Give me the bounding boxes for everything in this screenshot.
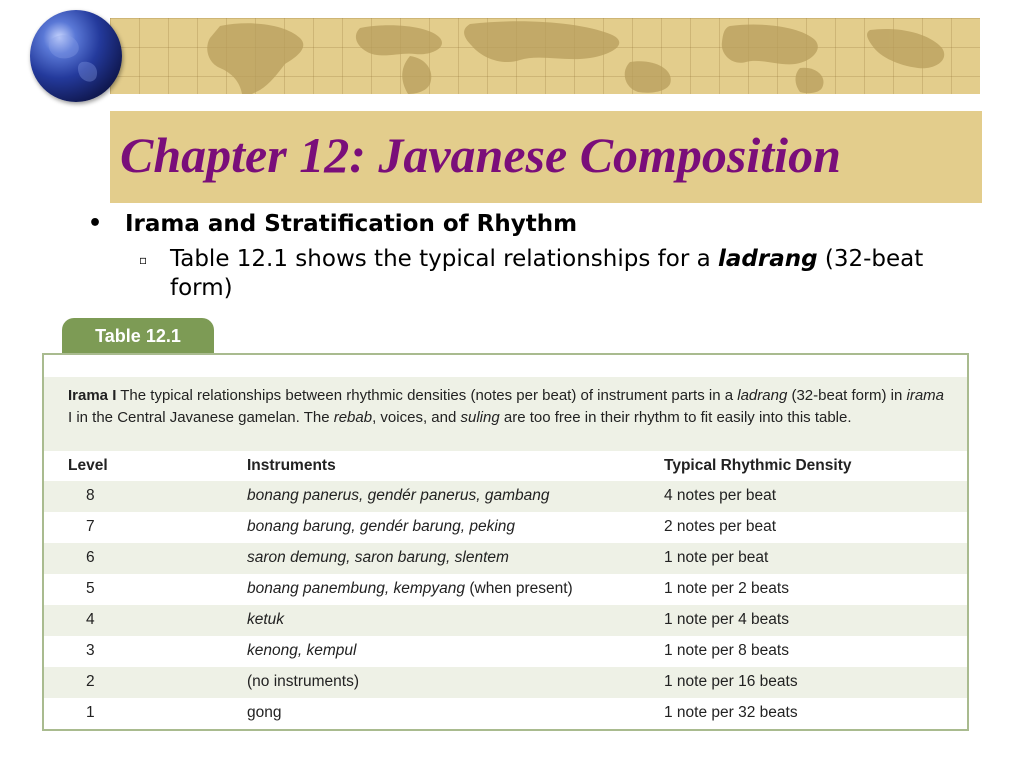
cell-level: 7 xyxy=(86,518,95,535)
cell-level: 4 xyxy=(86,611,95,628)
table-row xyxy=(44,481,967,512)
bullet-dot-icon: • xyxy=(88,211,103,236)
cell-density: 1 note per 32 beats xyxy=(664,704,798,721)
cell-density: 1 note per beat xyxy=(664,549,769,566)
caption-term: suling xyxy=(460,409,500,426)
sub-bullet-emphasis: ladrang xyxy=(718,246,818,272)
header-density: Typical Rhythmic Density xyxy=(664,457,852,474)
cell-density: 1 note per 8 beats xyxy=(664,642,789,659)
cell-instruments xyxy=(247,704,281,722)
globe-icon xyxy=(30,10,122,102)
table-caption xyxy=(44,377,967,451)
instrument-note: gong xyxy=(247,704,282,721)
table-12-1 xyxy=(42,353,969,731)
instrument-names: saron demung, saron barung, slentem xyxy=(247,549,509,566)
bullet-text: Irama and Stratification of Rhythm xyxy=(125,211,578,237)
table-row xyxy=(44,605,967,636)
sub-bullet-text-after: (32-beat form) xyxy=(170,246,924,301)
cell-instruments xyxy=(247,487,550,505)
caption-lead: Irama I xyxy=(68,387,117,404)
cell-density: 1 note per 16 beats xyxy=(664,673,798,690)
instrument-names: bonang panembung, kempyang xyxy=(247,580,466,597)
table-row xyxy=(44,543,967,574)
cell-level: 8 xyxy=(86,487,95,504)
cell-density: 1 note per 4 beats xyxy=(664,611,789,628)
table-row xyxy=(44,512,967,543)
cell-instruments xyxy=(247,518,515,536)
instrument-names: kenong, kempul xyxy=(247,642,357,659)
cell-level: 5 xyxy=(86,580,95,597)
cell-level: 6 xyxy=(86,549,95,566)
caption-term: ladrang xyxy=(737,387,788,404)
table-label: Table 12.1 xyxy=(62,318,214,354)
caption-text: are too free in their rhythm to fit easily into this table. xyxy=(499,409,852,426)
caption-text: , voices, and xyxy=(372,409,461,426)
cell-instruments xyxy=(247,580,573,598)
table-header-row xyxy=(44,451,967,481)
cell-instruments xyxy=(247,642,356,660)
caption-term: irama xyxy=(906,387,945,404)
sub-bullet-item xyxy=(88,245,952,303)
table-row xyxy=(44,636,967,667)
square-bullet-icon: ▫ xyxy=(139,253,148,267)
cell-level: 1 xyxy=(86,704,95,721)
cell-density: 4 notes per beat xyxy=(664,487,777,504)
cell-level: 2 xyxy=(86,673,95,690)
table-row xyxy=(44,698,967,729)
world-map-banner xyxy=(110,18,980,94)
cell-instruments xyxy=(247,673,359,691)
cell-density: 1 note per 2 beats xyxy=(664,580,789,597)
caption-text: The typical relationships between rhythmic densities (notes per beat) of instrument parts in a xyxy=(116,387,738,404)
instrument-names: ketuk xyxy=(247,611,285,628)
cell-level: 3 xyxy=(86,642,95,659)
header-instruments: Instruments xyxy=(247,457,336,474)
caption-text: I in the Central Javanese gamelan. The xyxy=(68,409,334,426)
cell-instruments xyxy=(247,611,284,629)
caption-term: rebab xyxy=(333,409,373,426)
instrument-note: (no instruments) xyxy=(247,673,359,690)
table-body xyxy=(44,451,967,729)
cell-density: 2 notes per beat xyxy=(664,518,777,535)
sub-bullet-text-before: Table 12.1 shows the typical relationships for a xyxy=(170,246,718,272)
bullet-list xyxy=(88,209,968,303)
instrument-names: bonang panerus, gendér panerus, gambang xyxy=(247,487,550,504)
header-level: Level xyxy=(68,457,108,474)
table-row xyxy=(44,574,967,605)
bullet-item xyxy=(88,209,968,239)
table-row xyxy=(44,667,967,698)
instrument-names: bonang barung, gendér barung, peking xyxy=(247,518,516,535)
instrument-note: (when present) xyxy=(465,580,573,597)
caption-text: (32-beat form) in xyxy=(787,387,907,404)
cell-instruments xyxy=(247,549,509,567)
slide-title: Chapter 12: Javanese Composition xyxy=(120,127,841,183)
